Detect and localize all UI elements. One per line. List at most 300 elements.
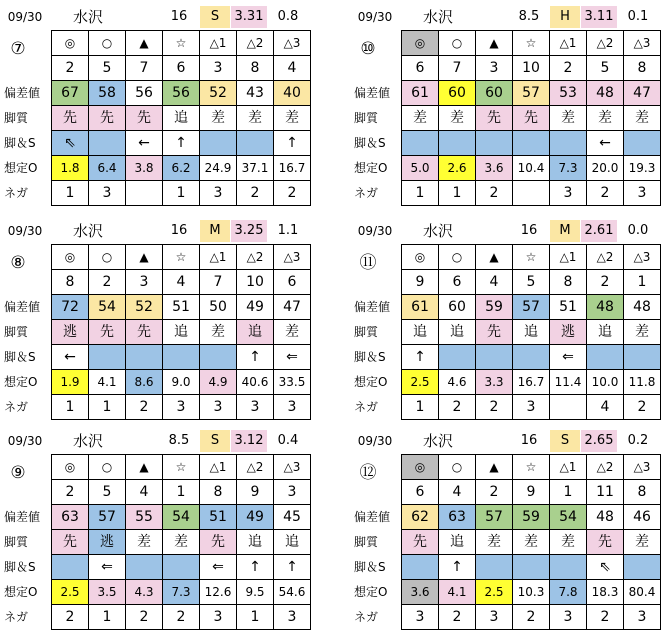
- deviation-cell: 53: [550, 81, 587, 106]
- deviation-cell: 47: [274, 295, 311, 320]
- trend-arrow-cell: [587, 345, 624, 370]
- running-style-cell: 差: [274, 106, 311, 131]
- horse-number-cell: 2: [52, 56, 89, 81]
- table-row: [402, 530, 661, 555]
- expected-odds-cell: 4.6: [439, 370, 476, 395]
- running-style-cell: 差: [624, 320, 661, 345]
- row-label: 偏差値: [354, 510, 391, 524]
- table-row: [52, 106, 311, 131]
- race-header: [352, 428, 662, 454]
- expected-odds-cell: 18.3: [587, 580, 624, 605]
- horse-number-cell: 4: [476, 270, 513, 295]
- expected-odds-cell: 3.8: [126, 156, 163, 181]
- deviation-cell: 48: [587, 295, 624, 320]
- negative-cell: 2: [126, 395, 163, 420]
- table-row: [52, 81, 311, 106]
- race-date: 09/30: [7, 434, 43, 448]
- deviation-cell: 61: [402, 81, 439, 106]
- row-label: 脚＆S: [354, 560, 386, 574]
- deviation-cell: 59: [513, 505, 550, 530]
- trend-arrow-cell: [439, 131, 476, 156]
- table-row: [52, 245, 311, 270]
- horse-number-cell: 1: [624, 270, 661, 295]
- race-grade: M: [200, 220, 230, 242]
- mark-cell: △1: [200, 31, 237, 56]
- horse-number-cell: 5: [89, 480, 126, 505]
- table-row: [52, 345, 311, 370]
- running-style-cell: 先: [126, 320, 163, 345]
- deviation-cell: 47: [624, 81, 661, 106]
- expected-odds-cell: 40.6: [237, 370, 274, 395]
- race-course: 水沢: [422, 432, 453, 450]
- running-style-cell: 先: [476, 320, 513, 345]
- running-style-cell: 差: [587, 106, 624, 131]
- horse-number-cell: 6: [274, 270, 311, 295]
- row-label: 脚質: [4, 325, 29, 339]
- race-value: 0.8: [277, 9, 299, 24]
- negative-cell: 3: [237, 395, 274, 420]
- row-label: ネガ: [4, 186, 29, 200]
- running-style-cell: 差: [200, 320, 237, 345]
- running-style-cell: 差: [274, 320, 311, 345]
- mark-cell: ◎: [52, 31, 89, 56]
- negative-cell: 2: [476, 395, 513, 420]
- negative-cell: 3: [89, 181, 126, 206]
- trend-arrow-cell: ↑: [439, 555, 476, 580]
- expected-odds-cell: 11.4: [550, 370, 587, 395]
- expected-odds-cell: 9.5: [237, 580, 274, 605]
- mark-cell: △1: [550, 245, 587, 270]
- race-number: ⑩: [360, 39, 376, 59]
- horse-number-cell: 2: [52, 480, 89, 505]
- running-style-cell: 追: [274, 530, 311, 555]
- horse-number-cell: 3: [126, 270, 163, 295]
- horse-number-cell: 8: [624, 56, 661, 81]
- negative-cell: 1: [402, 181, 439, 206]
- running-style-cell: 差: [163, 530, 200, 555]
- race-grade: M: [550, 220, 580, 242]
- table-row: [52, 580, 311, 605]
- mark-cell: ▲: [476, 455, 513, 480]
- table-row: [402, 156, 661, 181]
- expected-odds-cell: 7.3: [550, 156, 587, 181]
- deviation-cell: 59: [476, 295, 513, 320]
- table-row: [52, 455, 311, 480]
- horse-number-cell: 6: [402, 56, 439, 81]
- negative-cell: 3: [624, 605, 661, 630]
- row-label: ネガ: [4, 400, 29, 414]
- deviation-cell: 50: [200, 295, 237, 320]
- running-style-cell: 差: [439, 106, 476, 131]
- expected-odds-cell: 2.5: [402, 370, 439, 395]
- race-grade: S: [200, 6, 230, 28]
- table-row: [402, 505, 661, 530]
- trend-arrow-cell: ←: [52, 345, 89, 370]
- negative-cell: 1: [163, 181, 200, 206]
- running-style-cell: 差: [550, 106, 587, 131]
- negative-cell: 2: [587, 181, 624, 206]
- race-panel: [2, 428, 312, 631]
- negative-cell: 2: [439, 395, 476, 420]
- horse-number-cell: 4: [439, 480, 476, 505]
- horse-number-cell: 1: [163, 480, 200, 505]
- race-score: 3.11: [581, 6, 617, 28]
- trend-arrow-cell: [200, 345, 237, 370]
- negative-cell: 3: [402, 605, 439, 630]
- race-course: 水沢: [72, 222, 103, 240]
- expected-odds-cell: 3.6: [476, 156, 513, 181]
- negative-cell: 1: [237, 605, 274, 630]
- deviation-cell: 56: [126, 81, 163, 106]
- race-value: 0.0: [627, 223, 649, 238]
- negative-cell: 3: [476, 605, 513, 630]
- negative-cell: 2: [513, 605, 550, 630]
- mark-cell: △3: [274, 245, 311, 270]
- negative-cell: [513, 181, 550, 206]
- negative-cell: 1: [402, 395, 439, 420]
- deviation-cell: 43: [237, 81, 274, 106]
- horse-number-cell: 10: [513, 56, 550, 81]
- trend-arrow-cell: [513, 131, 550, 156]
- race-score: 3.12: [231, 430, 267, 452]
- deviation-cell: 48: [587, 81, 624, 106]
- trend-arrow-cell: [624, 555, 661, 580]
- running-style-cell: 追: [513, 320, 550, 345]
- trend-arrow-cell: [550, 555, 587, 580]
- horse-number-cell: 10: [237, 270, 274, 295]
- mark-cell: △2: [587, 31, 624, 56]
- race-panel: [352, 4, 662, 207]
- mark-cell: ○: [89, 31, 126, 56]
- horse-number-cell: 8: [550, 270, 587, 295]
- negative-cell: [550, 395, 587, 420]
- deviation-cell: 54: [550, 505, 587, 530]
- running-style-cell: 先: [476, 106, 513, 131]
- deviation-cell: 63: [52, 505, 89, 530]
- mark-cell: ◎: [402, 455, 439, 480]
- table-row: [402, 270, 661, 295]
- deviation-cell: 58: [89, 81, 126, 106]
- row-label: ネガ: [354, 610, 379, 624]
- trend-arrow-cell: ←: [587, 131, 624, 156]
- mark-cell: △1: [200, 455, 237, 480]
- horse-number-cell: 4: [126, 480, 163, 505]
- mark-cell: △2: [237, 31, 274, 56]
- row-label: 偏差値: [4, 86, 41, 100]
- deviation-cell: 60: [439, 81, 476, 106]
- running-style-cell: 追: [439, 530, 476, 555]
- horse-number-cell: 7: [126, 56, 163, 81]
- negative-cell: 3: [550, 181, 587, 206]
- race-number: ⑧: [10, 253, 26, 273]
- running-style-cell: 差: [402, 106, 439, 131]
- race-grade: S: [550, 430, 580, 452]
- race-number: ⑨: [10, 463, 26, 483]
- horse-number-cell: 5: [89, 56, 126, 81]
- race-table: [51, 30, 311, 206]
- horse-number-cell: 4: [163, 270, 200, 295]
- expected-odds-cell: 80.4: [624, 580, 661, 605]
- trend-arrow-cell: [624, 131, 661, 156]
- negative-cell: 4: [587, 395, 624, 420]
- row-label: 脚質: [4, 111, 29, 125]
- expected-odds-cell: 10.0: [587, 370, 624, 395]
- table-row: [52, 480, 311, 505]
- negative-cell: 2: [476, 181, 513, 206]
- table-row: [402, 131, 661, 156]
- trend-arrow-cell: [237, 131, 274, 156]
- horse-number-cell: 11: [587, 480, 624, 505]
- mark-cell: △1: [550, 31, 587, 56]
- table-row: [402, 370, 661, 395]
- race-date: 09/30: [357, 224, 393, 238]
- table-row: [52, 31, 311, 56]
- row-label: 偏差値: [354, 300, 391, 314]
- deviation-cell: 54: [89, 295, 126, 320]
- table-row: [52, 395, 311, 420]
- running-style-cell: 追: [402, 320, 439, 345]
- horse-number-cell: 8: [200, 480, 237, 505]
- race-date: 09/30: [357, 10, 393, 24]
- expected-odds-cell: 37.1: [237, 156, 274, 181]
- horse-number-cell: 9: [513, 480, 550, 505]
- mark-cell: ○: [89, 245, 126, 270]
- horse-number-cell: 8: [52, 270, 89, 295]
- running-style-cell: 差: [624, 106, 661, 131]
- deviation-cell: 54: [163, 505, 200, 530]
- trend-arrow-cell: [402, 555, 439, 580]
- deviation-cell: 57: [476, 505, 513, 530]
- trend-arrow-cell: [476, 555, 513, 580]
- race-header: [2, 4, 312, 30]
- trend-arrow-cell: [439, 345, 476, 370]
- trend-arrow-cell: [52, 555, 89, 580]
- mark-cell: △3: [274, 455, 311, 480]
- race-date: 09/30: [7, 10, 43, 24]
- table-row: [402, 56, 661, 81]
- mark-cell: ☆: [163, 31, 200, 56]
- row-label: 脚＆S: [4, 136, 36, 150]
- expected-odds-cell: 4.3: [126, 580, 163, 605]
- row-label: 脚質: [4, 535, 29, 549]
- trend-arrow-cell: [513, 555, 550, 580]
- negative-cell: 3: [200, 181, 237, 206]
- table-row: [402, 345, 661, 370]
- race-course: 水沢: [422, 8, 453, 26]
- mark-cell: ○: [439, 31, 476, 56]
- table-row: [52, 295, 311, 320]
- race-table: [401, 454, 661, 630]
- row-label: 想定O: [354, 161, 388, 175]
- deviation-cell: 51: [200, 505, 237, 530]
- deviation-cell: 62: [402, 505, 439, 530]
- race-header: [2, 428, 312, 454]
- race-number: ⑫: [359, 463, 377, 483]
- negative-cell: 2: [52, 605, 89, 630]
- race-score: 3.31: [231, 6, 267, 28]
- trend-arrow-cell: ↑: [402, 345, 439, 370]
- table-row: [402, 31, 661, 56]
- race-header: [352, 218, 662, 244]
- table-row: [52, 320, 311, 345]
- mark-cell: △2: [237, 455, 274, 480]
- running-style-cell: 逃: [550, 320, 587, 345]
- deviation-cell: 60: [476, 81, 513, 106]
- running-style-cell: 差: [624, 530, 661, 555]
- running-style-cell: 先: [52, 106, 89, 131]
- expected-odds-cell: 24.9: [200, 156, 237, 181]
- race-distance: 16: [520, 433, 538, 448]
- negative-cell: 3: [550, 605, 587, 630]
- race-distance: 16: [170, 223, 188, 238]
- deviation-cell: 48: [624, 295, 661, 320]
- row-label: 想定O: [4, 585, 38, 599]
- negative-cell: 3: [624, 181, 661, 206]
- deviation-cell: 51: [550, 295, 587, 320]
- trend-arrow-cell: ⇐: [550, 345, 587, 370]
- expected-odds-cell: 2.5: [52, 580, 89, 605]
- expected-odds-cell: 4.1: [89, 370, 126, 395]
- negative-cell: 2: [274, 181, 311, 206]
- deviation-cell: 60: [439, 295, 476, 320]
- trend-arrow-cell: ↑: [237, 555, 274, 580]
- row-label: 偏差値: [4, 510, 41, 524]
- negative-cell: [126, 181, 163, 206]
- trend-arrow-cell: [513, 345, 550, 370]
- running-style-cell: 追: [587, 320, 624, 345]
- row-label: 脚＆S: [354, 136, 386, 150]
- running-style-cell: 先: [89, 320, 126, 345]
- trend-arrow-cell: ⇖: [587, 555, 624, 580]
- running-style-cell: 差: [513, 530, 550, 555]
- mark-cell: △3: [274, 31, 311, 56]
- table-row: [402, 455, 661, 480]
- table-row: [52, 505, 311, 530]
- deviation-cell: 51: [163, 295, 200, 320]
- negative-cell: 2: [163, 605, 200, 630]
- trend-arrow-cell: [402, 131, 439, 156]
- running-style-cell: 追: [439, 320, 476, 345]
- running-style-cell: 追: [237, 320, 274, 345]
- row-label: ネガ: [4, 610, 29, 624]
- horse-number-cell: 7: [200, 270, 237, 295]
- deviation-cell: 52: [126, 295, 163, 320]
- race-panel: [2, 218, 312, 421]
- negative-cell: 2: [237, 181, 274, 206]
- mark-cell: ◎: [52, 245, 89, 270]
- table-row: [52, 131, 311, 156]
- mark-cell: ◎: [402, 245, 439, 270]
- mark-cell: △2: [587, 245, 624, 270]
- running-style-cell: 差: [126, 530, 163, 555]
- expected-odds-cell: 3.3: [476, 370, 513, 395]
- expected-odds-cell: 6.2: [163, 156, 200, 181]
- mark-cell: ◎: [402, 31, 439, 56]
- row-label: 脚＆S: [354, 350, 386, 364]
- negative-cell: 2: [126, 605, 163, 630]
- running-style-cell: 先: [587, 530, 624, 555]
- mark-cell: △2: [237, 245, 274, 270]
- horse-number-cell: 8: [237, 56, 274, 81]
- table-row: [402, 181, 661, 206]
- table-row: [52, 156, 311, 181]
- expected-odds-cell: 1.8: [52, 156, 89, 181]
- race-table: [51, 454, 311, 630]
- expected-odds-cell: 2.6: [439, 156, 476, 181]
- row-label: ネガ: [354, 186, 379, 200]
- table-row: [52, 181, 311, 206]
- trend-arrow-cell: [126, 555, 163, 580]
- horse-number-cell: 2: [550, 56, 587, 81]
- trend-arrow-cell: [126, 345, 163, 370]
- deviation-cell: 49: [237, 295, 274, 320]
- horse-number-cell: 3: [476, 56, 513, 81]
- row-label: 脚質: [354, 325, 379, 339]
- table-row: [402, 605, 661, 630]
- table-row: [52, 270, 311, 295]
- trend-arrow-cell: [200, 131, 237, 156]
- expected-odds-cell: 1.9: [52, 370, 89, 395]
- running-style-cell: 逃: [89, 530, 126, 555]
- expected-odds-cell: 9.0: [163, 370, 200, 395]
- table-row: [402, 555, 661, 580]
- expected-odds-cell: 10.3: [513, 580, 550, 605]
- horse-number-cell: 4: [274, 56, 311, 81]
- expected-odds-cell: 7.8: [550, 580, 587, 605]
- table-row: [402, 106, 661, 131]
- horse-number-cell: 7: [439, 56, 476, 81]
- race-panel: [352, 218, 662, 421]
- table-row: [52, 555, 311, 580]
- expected-odds-cell: 16.7: [513, 370, 550, 395]
- running-style-cell: 差: [200, 106, 237, 131]
- deviation-cell: 55: [126, 505, 163, 530]
- running-style-cell: 追: [237, 530, 274, 555]
- race-value: 0.2: [627, 433, 649, 448]
- horse-number-cell: 3: [274, 480, 311, 505]
- horse-number-cell: 6: [439, 270, 476, 295]
- race-score: 2.65: [581, 430, 617, 452]
- race-panel: [352, 428, 662, 631]
- row-label: 脚＆S: [4, 560, 36, 574]
- trend-arrow-cell: ↑: [274, 131, 311, 156]
- running-style-cell: 先: [402, 530, 439, 555]
- running-style-cell: 先: [200, 530, 237, 555]
- negative-cell: 3: [513, 395, 550, 420]
- race-value: 0.4: [277, 433, 299, 448]
- trend-arrow-cell: [476, 345, 513, 370]
- race-grade: H: [550, 6, 580, 28]
- row-label: 偏差値: [4, 300, 41, 314]
- negative-cell: 2: [624, 395, 661, 420]
- running-style-cell: 先: [89, 106, 126, 131]
- race-score: 3.25: [231, 220, 267, 242]
- expected-odds-cell: 4.1: [439, 580, 476, 605]
- horse-number-cell: 6: [402, 480, 439, 505]
- mark-cell: △3: [624, 245, 661, 270]
- expected-odds-cell: 20.0: [587, 156, 624, 181]
- negative-cell: 2: [587, 605, 624, 630]
- negative-cell: 3: [200, 605, 237, 630]
- deviation-cell: 49: [237, 505, 274, 530]
- table-row: [52, 605, 311, 630]
- mark-cell: ☆: [163, 245, 200, 270]
- trend-arrow-cell: ↑: [274, 555, 311, 580]
- horse-number-cell: 9: [237, 480, 274, 505]
- negative-cell: 3: [200, 395, 237, 420]
- expected-odds-cell: 7.3: [163, 580, 200, 605]
- horse-number-cell: 2: [476, 480, 513, 505]
